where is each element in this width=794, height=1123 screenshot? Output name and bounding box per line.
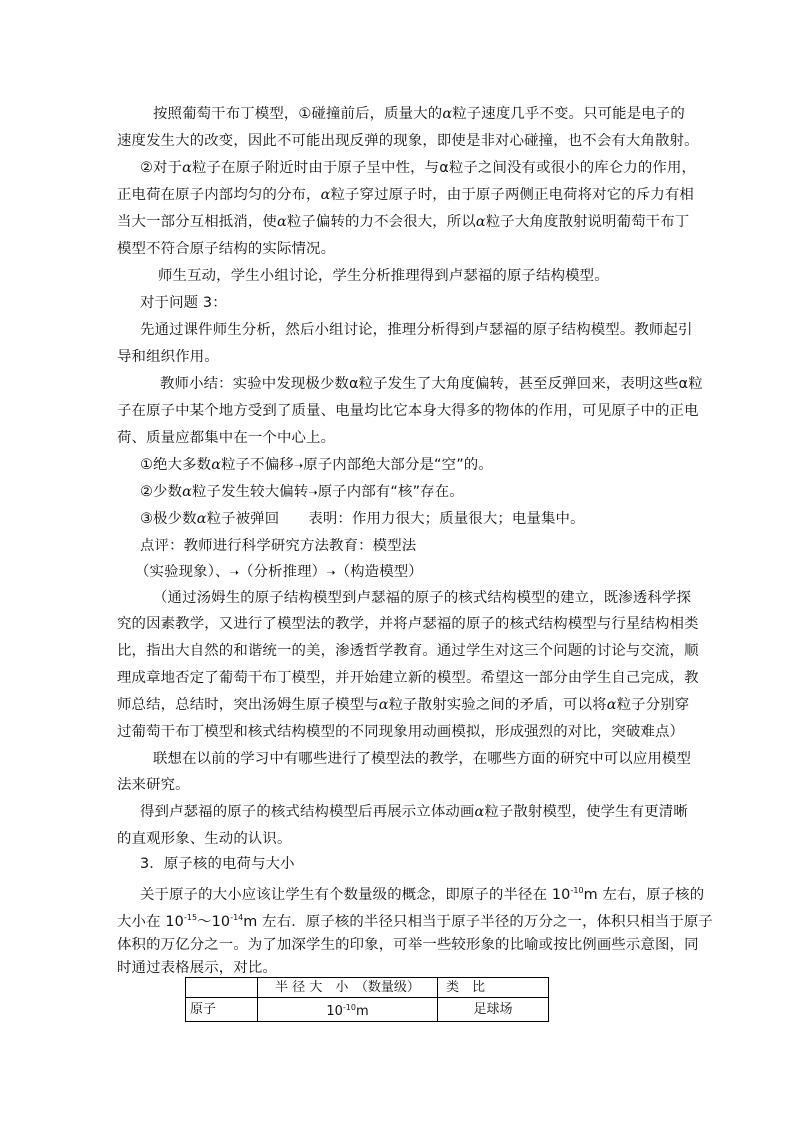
paragraph-line: （实验现象）、➝（分析推理）➝（构造模型） (135, 564, 423, 580)
paragraph-line: 正电荷在原子内部均匀的分布，α粒子穿过原子时，由于原子两侧正电荷将对它的斥力有相 (117, 187, 694, 203)
table-cell: 原子 (186, 998, 258, 1022)
paragraph-line: 子在原子中某个地方受到了质量、电量均比它本身大得多的物体的作用，可见原子中的正电 (117, 403, 699, 419)
paragraph-line: （通过汤姆生的原子结构模型到卢瑟福的原子的核式结构模型的建立，既渗透科学探 (153, 590, 692, 606)
paragraph-line: 法来研究。 (117, 777, 190, 793)
paragraph-line: 按照葡萄干布丁模型，①碰撞前后，质量大的α粒子速度几乎不变。只可能是电子的 (153, 106, 685, 122)
paragraph-line: 模型不符合原子结构的实际情况。 (117, 241, 336, 257)
table-header-row (186, 978, 549, 998)
paragraph-line: 点评：教师进行科学研究方法教育：模型法 (140, 538, 417, 554)
paragraph-line: 师生互动，学生小组讨论，学生分析推理得到卢瑟福的原子结构模型。 (158, 268, 609, 284)
arrow-icon: ➝ (229, 566, 239, 579)
paragraph-line: 关于原子的大小应该让学生有个数量级的概念，即原子的半径在 $10^{-10}m$ 左右，原子核的 (140, 886, 705, 903)
paragraph-line: 过葡萄干布丁模型和核式结构模型的不同现象用动画模拟，形成强烈的对比，突破难点） (117, 724, 685, 740)
paragraph-line: 导和组织作用。 (117, 349, 219, 365)
paragraph-line: 的直观形象、生动的认识。 (117, 831, 292, 847)
arrow-icon: ➝ (308, 486, 318, 499)
paragraph-line: 荷、质量应都集中在一个中心上。 (117, 430, 336, 446)
paragraph-line: ②对于α粒子在原子附近时由于原子呈中性，与α粒子之间没有或很小的库仑力的作用， (140, 160, 697, 176)
table-header-cell (186, 978, 258, 998)
table-cell: $10^{-10}m$ (258, 998, 438, 1022)
comparison-table (185, 977, 549, 1022)
paragraph-line: 教师小结：实验中发现极少数α粒子发生了大角度偏转，甚至反弹回来，表明这些α粒 (160, 376, 703, 392)
paragraph-line: 大小在 $10^{-15}\sim 10^{-14}m$ 左右．原子核的半径只相当于原子半径的万分之一，体积只相当于原子 (117, 913, 713, 930)
paragraph-line: 当大一部分互相抵消，使α粒子偏转的力不会很大，所以α粒子大角度散射说明葡萄干布丁 (117, 214, 690, 230)
paragraph-line: 得到卢瑟福的原子的核式结构模型后再展示立体动画α粒子散射模型，使学生有更清晰 (140, 804, 688, 820)
arrow-icon: ➝ (293, 459, 304, 472)
paragraph-line: ③极少数α粒子被弹回 表明：作用力很大；质量很大；电量集中。 (140, 511, 585, 527)
paragraph-line: 比，指出大自然的和谐统一的美，渗透哲学教育。通过学生对这三个问题的讨论与交流，顺 (117, 643, 699, 659)
table-header-cell: 类 比 (438, 978, 549, 998)
paragraph-line: 对于问题 3： (140, 295, 227, 311)
table-row (186, 998, 549, 1022)
paragraph-line: ①绝大多数α粒子不偏移➝原子内部绝大部分是“空”的。 (140, 457, 493, 473)
paragraph-line: ②少数α粒子发生较大偏转➝原子内部有“核”存在。 (140, 484, 464, 500)
paragraph-line: 师总结，总结时，突出汤姆生原子模型与α粒子散射实验之间的矛盾，可以将α粒子分别穿 (117, 697, 690, 713)
table-header-cell: 半 径 大 小 （数量级） (258, 978, 438, 998)
paragraph-line: 理成章地否定了葡萄干布丁模型，并开始建立新的模型。希望这一部分由学生自己完成，教 (117, 670, 699, 686)
paragraph-line: 体积的万亿分之一。为了加深学生的印象，可举一些较形象的比喻或按比例画些示意图，同 (117, 937, 699, 953)
paragraph-line: 联想在以前的学习中有哪些进行了模型法的教学，在哪些方面的研究中可以应用模型 (153, 751, 692, 767)
paragraph-line: 时通过表格展示，对比。 (117, 960, 277, 976)
table-cell: 足球场 (438, 998, 549, 1022)
paragraph-line: 究的因素教学，又进行了模型法的教学，并将卢瑟福的原子的核式结构模型与行星结构相类 (117, 616, 699, 632)
arrow-icon: ➝ (326, 566, 336, 579)
paragraph-line: 先通过课件师生分析，然后小组讨论，推理分析得到卢瑟福的原子结构模型。教师起引 (140, 322, 693, 338)
section-heading: 3．原子核的电荷与大小 (140, 856, 295, 872)
paragraph-line: 速度发生大的改变，因此不可能出现反弹的现象，即使是非对心碰撞，也不会有大角散射。 (117, 133, 699, 149)
